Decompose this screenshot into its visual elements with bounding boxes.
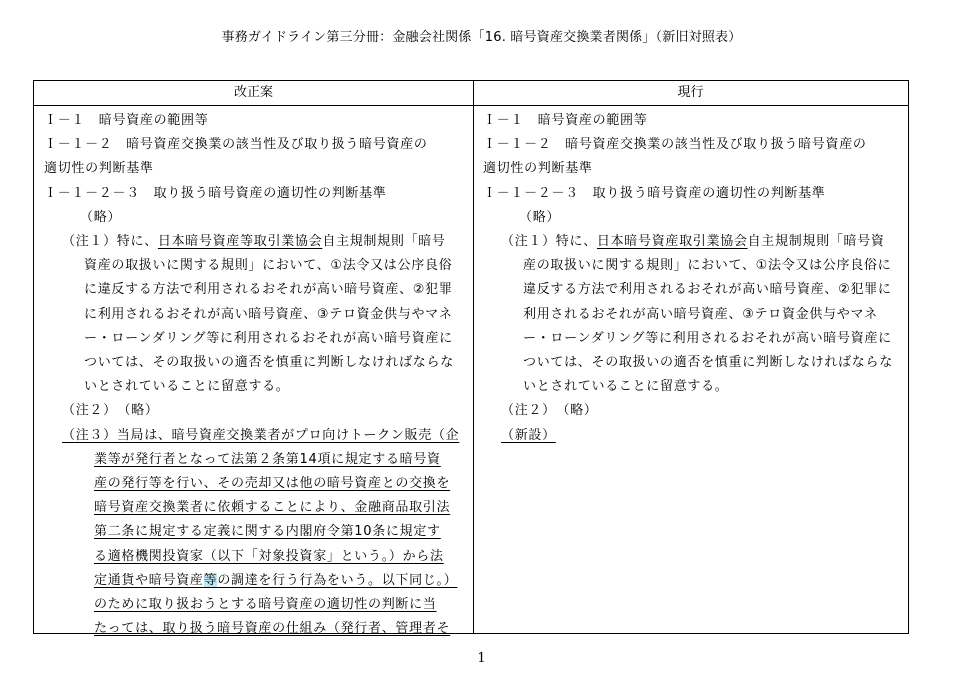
note1-rest: 自主規制規則「暗号資 — [747, 234, 885, 250]
note1-line — [44, 230, 467, 254]
subsection-heading: Ｉ－１－２ 暗号資産交換業の該当性及び取り扱う暗号資産の — [44, 137, 428, 153]
note3-line — [44, 424, 467, 448]
note1-prefix: （注１）特に、 — [501, 234, 597, 250]
note3-text: 暗号資産交換業者に依頼することにより、金融商品取引法 — [94, 500, 451, 516]
note3-line — [44, 617, 467, 641]
note1-prefix: （注１）特に、 — [62, 234, 158, 250]
page-number: 1 — [477, 651, 486, 666]
note1-line — [483, 230, 902, 254]
highlighted-text: 等 — [203, 572, 218, 588]
omitted-text: （略） — [80, 209, 122, 225]
note1-line: 利用されるおそれが高い暗号資産、③テロ資金供与やマネ — [523, 306, 878, 322]
subsubsection-heading: Ｉ－１－２－３ 取り扱う暗号資産の適切性の判断基準 — [44, 185, 387, 201]
note3-text: 業等が発行者となって法第２条第14項に規定する暗号資 — [94, 451, 441, 467]
note1-line: ついては、その取扱いの適否を慎重に判断しなければならな — [84, 355, 454, 371]
revision-column-header: 改正案 — [34, 81, 473, 106]
note3-text: 産の発行等を行い、その売却又は他の暗号資産との交換を — [94, 476, 451, 492]
note3-line — [44, 448, 467, 472]
note3-text: 第二条に規定する定義に関する内閣府令第10条に規定す — [94, 524, 441, 540]
subsubsection-heading: Ｉ－１－２－３ 取り扱う暗号資産の適切性の判断基準 — [483, 185, 826, 201]
note3-line — [44, 520, 467, 544]
current-column-header: 現行 — [473, 81, 908, 106]
note2-line: （注２） （略） — [501, 403, 598, 419]
note3-new-marker — [483, 424, 902, 448]
subsection-heading-cont: 適切性の判断基準 — [483, 161, 593, 177]
omitted-text: （略） — [519, 209, 561, 225]
note1-line: ー・ローンダリング等に利用されるおそれが高い暗号資産に — [84, 330, 453, 346]
note1-line: に利用されるおそれが高い暗号資産、③テロ資金供与やマネ — [84, 306, 453, 322]
note1-line: ー・ローンダリング等に利用されるおそれが高い暗号資産に — [523, 330, 892, 346]
current-column-body — [473, 106, 908, 448]
note1-line: 資産の取扱いに関する規則」において、①法令又は公序良俗 — [84, 258, 453, 274]
note3-line — [44, 545, 467, 569]
note3-line — [44, 569, 467, 593]
document-title: 事務ガイドライン第三分冊：金融会社関係「16. 暗号資産交換業者関係」（新旧対照表） — [221, 30, 742, 45]
note1-association-name: 日本暗号資産等取引業協会 — [157, 234, 323, 250]
note3-text: のために取り扱おうとする暗号資産の適切性の判断に当 — [94, 597, 437, 613]
note2-line: （注２） （略） — [62, 403, 159, 419]
comparison-table — [33, 80, 909, 637]
revision-column-body — [34, 106, 473, 641]
note1-line: いとされていることに留意する。 — [84, 379, 290, 395]
subsection-heading: Ｉ－１－２ 暗号資産交換業の該当性及び取り扱う暗号資産の — [483, 137, 867, 153]
note3-text: たっては、取り扱う暗号資産の仕組み（発行者、管理者そ — [94, 621, 451, 637]
note1-line: いとされていることに留意する。 — [523, 379, 729, 395]
note1-line: 違反する方法で利用されるおそれが高い暗号資産、②犯罪に — [523, 282, 892, 298]
note3-line — [44, 593, 467, 617]
note1-rest: 自主規制規則「暗号 — [322, 234, 446, 250]
note1-line: ついては、その取扱いの適否を慎重に判断しなければならな — [523, 355, 893, 371]
note3-text: 定通貨や暗号資産 — [94, 572, 204, 588]
note1-line: に違反する方法で利用されるおそれが高い暗号資産、②犯罪 — [84, 282, 453, 298]
note1-association-name: 日本暗号資産取引業協会 — [596, 234, 748, 250]
current-column — [473, 81, 908, 633]
note1-line: 産の取扱いに関する規則」において、①法令又は公序良俗に — [523, 258, 892, 274]
subsection-heading-cont: 適切性の判断基準 — [44, 161, 154, 177]
note3-text: る適格機関投資家（以下「対象投資家」という。）から法 — [94, 548, 444, 564]
section-heading: Ｉ－１ 暗号資産の範囲等 — [44, 113, 209, 128]
note3-text: （注３）当局は、暗号資産交換業者がプロ向けトークン販売（企 — [62, 427, 460, 443]
note3-line — [44, 496, 467, 520]
revision-column — [34, 81, 474, 637]
note3-text: の調達を行う行為をいう。以下同じ。） — [217, 572, 458, 588]
section-heading: Ｉ－１ 暗号資産の範囲等 — [483, 113, 648, 128]
note3-line — [44, 472, 467, 496]
new-provision-label: （新設） — [501, 427, 556, 443]
